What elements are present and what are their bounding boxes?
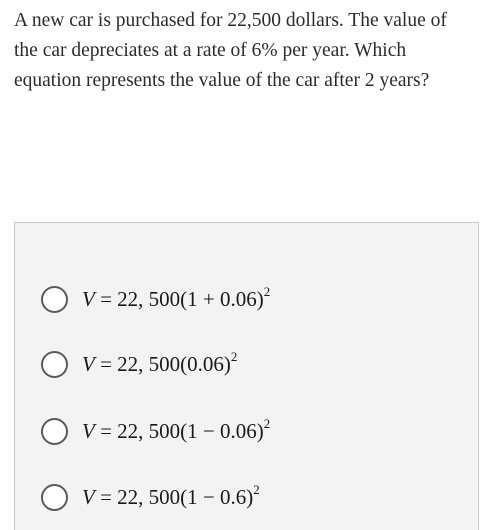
equation-variable: V xyxy=(82,419,95,443)
equation-variable: V xyxy=(82,287,95,311)
choice-equation xyxy=(82,286,270,312)
choice-equation xyxy=(82,418,270,444)
answer-choice-3[interactable] xyxy=(41,411,270,451)
answer-choices-panel xyxy=(14,222,479,530)
radio-button[interactable] xyxy=(41,418,68,445)
equation-body: = 22, 500(1 − 0.06) xyxy=(94,419,264,443)
equation-body: = 22, 500(0.06) xyxy=(94,352,231,376)
equation-variable: V xyxy=(82,352,95,376)
answer-choice-2[interactable] xyxy=(41,344,237,384)
radio-button[interactable] xyxy=(41,484,68,511)
equation-exponent: 2 xyxy=(253,482,260,497)
choice-equation xyxy=(82,351,237,377)
equation-exponent: 2 xyxy=(263,416,271,431)
equation-variable: V xyxy=(82,485,95,509)
radio-button[interactable] xyxy=(41,351,68,378)
equation-exponent: 2 xyxy=(263,284,271,299)
choice-equation xyxy=(82,484,260,510)
equation-body: = 22, 500(1 + 0.06) xyxy=(94,287,264,311)
question-text: A new car is purchased for 22,500 dollars. The value of the car depreciates at a rate of 6% per year. Which equation represents the value of the car after 2 years? xyxy=(14,10,447,91)
equation-body: = 22, 500(1 − 0.6) xyxy=(94,485,254,509)
answer-choice-1[interactable] xyxy=(41,279,270,319)
answer-choice-4[interactable] xyxy=(41,477,260,517)
equation-exponent: 2 xyxy=(230,349,238,364)
radio-button[interactable] xyxy=(41,286,68,313)
